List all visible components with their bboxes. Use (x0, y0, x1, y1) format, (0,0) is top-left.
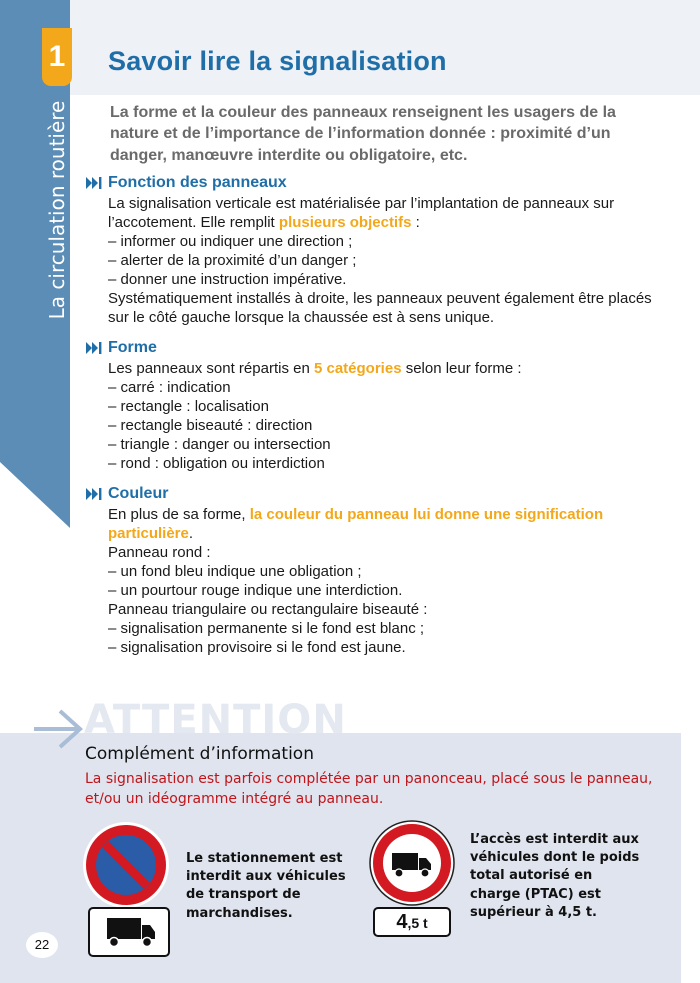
list-item: – signalisation provisoire si le fond est jaune. (108, 639, 406, 656)
truck-icon (90, 909, 168, 955)
arrow-right-icon (34, 708, 84, 750)
section-title: Fonction des panneaux (108, 174, 287, 191)
list-item: – rectangle : localisation (108, 398, 269, 415)
section-forme (86, 337, 656, 473)
intro-paragraph: La forme et la couleur des panneaux renseignent les usagers de la nature et de l’importance de l’information donnée : proximité d’un danger, manœuvre interdite ou obligatoire, etc. (110, 104, 616, 164)
truck-panonceau (88, 907, 170, 957)
list-item: – donner une instruction impérative. (108, 271, 347, 288)
list-item: – un pourtour rouge indique une interdiction. (108, 582, 403, 599)
paragraph: La signalisation verticale est matérialisée par l’implantation de panneaux sur l’accotement. Elle remplit plusieurs objectifs : (108, 195, 615, 231)
chapter-number: 1 (42, 28, 72, 86)
list-item: – triangle : danger ou intersection (108, 436, 331, 453)
highlight: plusieurs objectifs (278, 214, 412, 231)
section-fonction (86, 172, 656, 327)
fast-forward-icon (86, 176, 108, 190)
paragraph: Systématiquement installés à droite, les panneaux peuvent également être placés sur le côté gauche lorsque la chaussée est à sens unique. (108, 290, 652, 326)
fast-forward-icon (86, 487, 108, 501)
list-item: – un fond bleu indique une obligation ; (108, 563, 362, 580)
highlight: 5 catégories (313, 360, 402, 377)
sign2-description: L’accès est interdit aux véhicules dont le poids total autorisé en charge (PTAC) est supérieur à 4,5 t. (470, 832, 640, 920)
list-item: – rond : obligation ou interdiction (108, 455, 325, 472)
attention-title: Complément d’information (85, 744, 314, 764)
no-parking-sign-icon (82, 821, 170, 909)
chapter-label: La circulation routière (45, 100, 69, 320)
attention-text: La signalisation est parfois complétée par un panonceau, placé sous le panneau, et/ou un idéogramme intégré au panneau. (85, 771, 653, 808)
page-number: 22 (26, 932, 58, 958)
list-item: Panneau rond : (108, 544, 211, 561)
fast-forward-icon (86, 341, 108, 355)
highlight: la couleur du panneau lui donne une signification particulière (108, 506, 604, 542)
paragraph: Les panneaux sont répartis en 5 catégories selon leur forme : (108, 360, 522, 377)
section-title: Couleur (108, 485, 169, 502)
list-item: – carré : indication (108, 379, 231, 396)
paragraph: En plus de sa forme, la couleur du panneau lui donne une signification particulière. (108, 506, 604, 542)
list-item: – rectangle biseauté : direction (108, 417, 313, 434)
attention-heading: ATTENTION (84, 697, 347, 743)
section-title: Forme (108, 339, 157, 356)
no-trucks-sign-icon (369, 820, 455, 906)
list-item: – signalisation permanente si le fond est blanc ; (108, 620, 425, 637)
list-item: Panneau triangulaire ou rectangulaire biseauté : (108, 601, 428, 618)
list-item: – informer ou indiquer une direction ; (108, 233, 353, 250)
list-item: – alerter de la proximité d’un danger ; (108, 252, 357, 269)
weight-panonceau: 4,5 t (373, 907, 451, 937)
page-title: Savoir lire la signalisation (108, 46, 447, 76)
sign1-description: Le stationnement est interdit aux véhicules de transport de marchandises. (186, 851, 346, 921)
section-couleur (86, 483, 656, 657)
